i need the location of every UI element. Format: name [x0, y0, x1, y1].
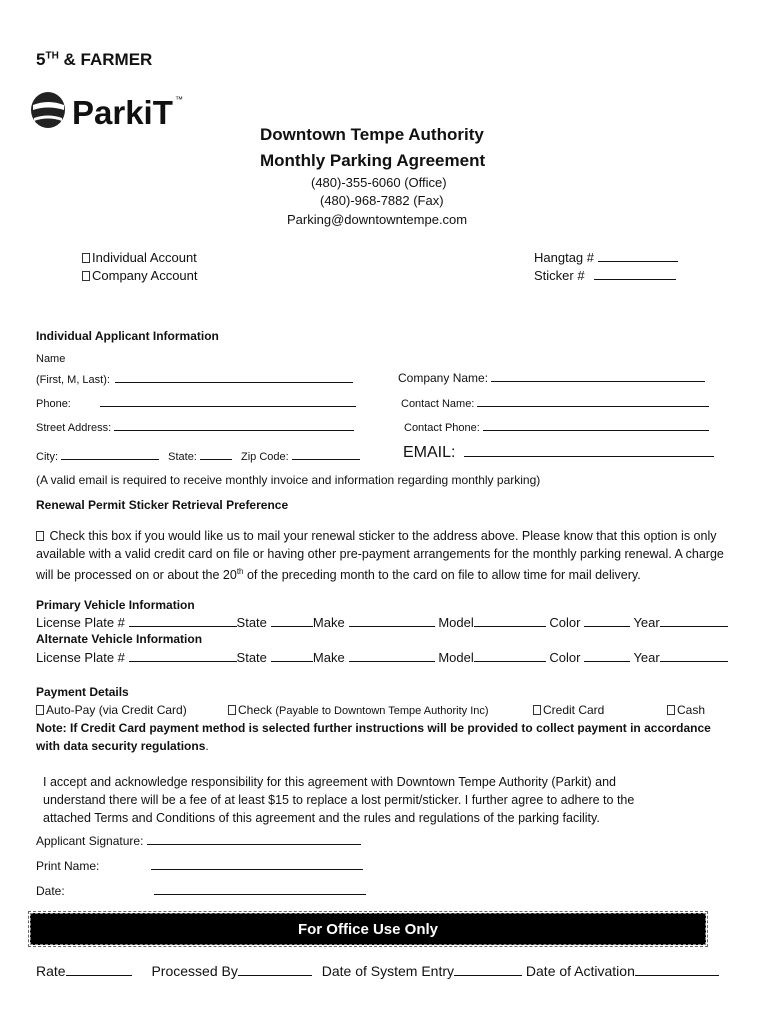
sticker-label: Sticker #: [534, 268, 585, 283]
renewal-text: [36, 527, 736, 584]
contact-name-label: Contact Name:: [401, 398, 475, 410]
credit-label: Credit Card: [543, 703, 605, 717]
email-field[interactable]: [464, 445, 714, 457]
contact-phone-label: Contact Phone:: [404, 422, 480, 434]
individual-account-label: Individual Account: [92, 250, 197, 265]
email-note: (A valid email is required to receive monthly invoice and information regarding monthly parking): [36, 473, 541, 487]
primary-year-label: Year: [633, 615, 660, 630]
alternate-color-field[interactable]: [584, 650, 630, 662]
city-field[interactable]: [61, 448, 159, 460]
alternate-make-label: Make: [312, 650, 345, 665]
alternate-state-label: State: [236, 650, 267, 665]
alternate-vehicle-heading: Alternate Vehicle Information: [36, 632, 203, 646]
city-state-zip-row: [36, 448, 360, 463]
primary-make-field[interactable]: [349, 615, 435, 627]
individual-account-option[interactable]: [82, 250, 197, 265]
print-name-field[interactable]: [151, 858, 363, 870]
activation-field[interactable]: [635, 964, 719, 976]
system-entry-label: Date of System Entry: [321, 963, 455, 979]
office-phone: (480)-355-6060 (Office): [311, 175, 447, 190]
zip-label: Zip Code:: [241, 451, 289, 463]
primary-color-field[interactable]: [584, 615, 630, 627]
city-label: City:: [36, 451, 58, 463]
contact-phone-row: [404, 419, 709, 434]
primary-model-field[interactable]: [474, 615, 546, 627]
alternate-state-field[interactable]: [271, 650, 313, 662]
payment-note-text: Note: If Credit Card payment method is selected further instructions will be provided to collect payment in accordance with data security regulations: [36, 721, 711, 753]
hangtag-field[interactable]: [598, 250, 678, 262]
renewal-text-part2: of the preceding month to the card on file to allow time for mail delivery.: [243, 568, 641, 583]
name-row: [36, 371, 353, 386]
phone-row: [36, 395, 356, 410]
primary-state-field[interactable]: [271, 615, 313, 627]
contact-phone-field[interactable]: [483, 419, 709, 431]
hangtag-label: Hangtag #: [534, 250, 594, 265]
street-field[interactable]: [114, 419, 354, 431]
activation-label: Date of Activation: [525, 963, 635, 979]
primary-license-field[interactable]: [129, 615, 237, 627]
primary-vehicle-row: [36, 615, 728, 630]
renewal-text-ordinal: th: [236, 567, 244, 576]
location-street: & FARMER: [58, 50, 153, 69]
street-row: [36, 419, 354, 434]
autopay-label: Auto-Pay (via Credit Card): [46, 703, 187, 717]
office-fields-row: [36, 963, 719, 979]
state-label: State:: [168, 451, 197, 463]
date-field[interactable]: [154, 883, 366, 895]
office-use-banner: For Office Use Only: [30, 913, 706, 945]
alternate-model-field[interactable]: [474, 650, 546, 662]
company-name-row: [398, 370, 705, 385]
email-row: [403, 444, 714, 462]
primary-color-label: Color: [549, 615, 581, 630]
credit-checkbox[interactable]: [533, 705, 541, 715]
renewal-text-part1: Check this box if you would like us to mail your renewal sticker to the address above. Please know that this option is only available with a valid credit card on file or having other pre-payment arrangements for the monthly parking renewal. A charge will be processed on or about the 20: [36, 529, 724, 583]
check-label: Check: [238, 703, 273, 717]
alternate-license-field[interactable]: [129, 650, 237, 662]
date-label: Date:: [36, 884, 65, 898]
fax-number: (480)-968-7882 (Fax): [320, 193, 444, 208]
hangtag-row: [534, 250, 678, 265]
alternate-year-field[interactable]: [660, 650, 728, 662]
primary-vehicle-heading: Primary Vehicle Information: [36, 598, 195, 612]
alternate-color-label: Color: [549, 650, 581, 665]
check-note: (Payable to Downtown Tempe Authority Inc): [275, 705, 489, 717]
sticker-row: [534, 268, 676, 283]
date-row: [36, 883, 366, 898]
cash-label: Cash: [677, 703, 706, 717]
zip-field[interactable]: [292, 448, 360, 460]
signature-field[interactable]: [147, 833, 361, 845]
autopay-checkbox[interactable]: [36, 705, 44, 715]
rate-label: Rate: [36, 963, 66, 979]
logo-trademark: ™: [175, 95, 183, 104]
signature-row: [36, 833, 361, 848]
sticker-field[interactable]: [594, 268, 676, 280]
processed-field[interactable]: [238, 964, 312, 976]
signature-label: Applicant Signature:: [36, 834, 144, 848]
location-number: 5: [36, 50, 46, 69]
company-account-label: Company Account: [92, 268, 198, 283]
payment-heading: Payment Details: [36, 685, 129, 699]
location-heading: [36, 50, 152, 70]
alternate-make-field[interactable]: [349, 650, 435, 662]
company-name-field[interactable]: [491, 370, 705, 382]
contact-name-row: [401, 395, 709, 410]
logo-text: ParkiT: [72, 94, 173, 131]
autopay-option[interactable]: [36, 703, 187, 717]
name-sub-label: (First, M, Last):: [36, 374, 110, 386]
payment-note-end: .: [205, 739, 209, 753]
name-field[interactable]: [115, 371, 353, 383]
name-label: Name: [36, 353, 66, 365]
check-option[interactable]: [228, 703, 489, 717]
primary-make-label: Make: [312, 615, 345, 630]
payment-note: [36, 719, 736, 755]
alternate-license-label: License Plate #: [36, 650, 125, 665]
check-checkbox[interactable]: [228, 705, 236, 715]
mail-sticker-checkbox[interactable]: [36, 531, 44, 541]
cash-checkbox[interactable]: [667, 705, 675, 715]
phone-label: Phone:: [36, 398, 71, 410]
company-account-option[interactable]: [82, 268, 198, 283]
parkit-logo: [28, 88, 188, 132]
company-account-checkbox[interactable]: [82, 271, 90, 281]
title-line1: Downtown Tempe Authority: [260, 125, 484, 144]
logo-helmet-icon: [31, 92, 65, 128]
street-label: Street Address:: [36, 422, 112, 434]
agreement-text: I accept and acknowledge responsibility for this agreement with Downtown Tempe Authority (Parkit) and understand there will be a fee of at least $15 to replace a lost permit/sticker. I further agree to adhere to the attached Terms and Conditions of this agreement and the rules and regulations of the parking facility.: [43, 775, 635, 825]
primary-license-label: License Plate #: [36, 615, 125, 630]
contact-email: Parking@downtowntempe.com: [287, 212, 468, 227]
rate-field[interactable]: [66, 964, 132, 976]
applicant-heading: Individual Applicant Information: [36, 329, 219, 343]
primary-model-label: Model: [438, 615, 474, 630]
state-field[interactable]: [200, 448, 232, 460]
location-ordinal: TH: [45, 50, 59, 62]
processed-label: Processed By: [151, 963, 238, 979]
email-label: EMAIL:: [403, 444, 456, 461]
title-line2: Monthly Parking Agreement: [260, 151, 486, 170]
renewal-heading: Renewal Permit Sticker Retrieval Preference: [36, 498, 289, 512]
print-name-row: [36, 858, 363, 873]
alternate-model-label: Model: [438, 650, 474, 665]
print-name-label: Print Name:: [36, 859, 100, 873]
cash-option[interactable]: [667, 703, 705, 717]
alternate-vehicle-row: [36, 650, 728, 665]
contact-name-field[interactable]: [477, 395, 709, 407]
phone-field[interactable]: [100, 395, 356, 407]
alternate-year-label: Year: [633, 650, 660, 665]
primary-year-field[interactable]: [660, 615, 728, 627]
primary-state-label: State: [236, 615, 267, 630]
individual-account-checkbox[interactable]: [82, 253, 90, 263]
system-entry-field[interactable]: [454, 964, 522, 976]
credit-option[interactable]: [533, 703, 604, 717]
company-name-label: Company Name:: [398, 371, 489, 385]
